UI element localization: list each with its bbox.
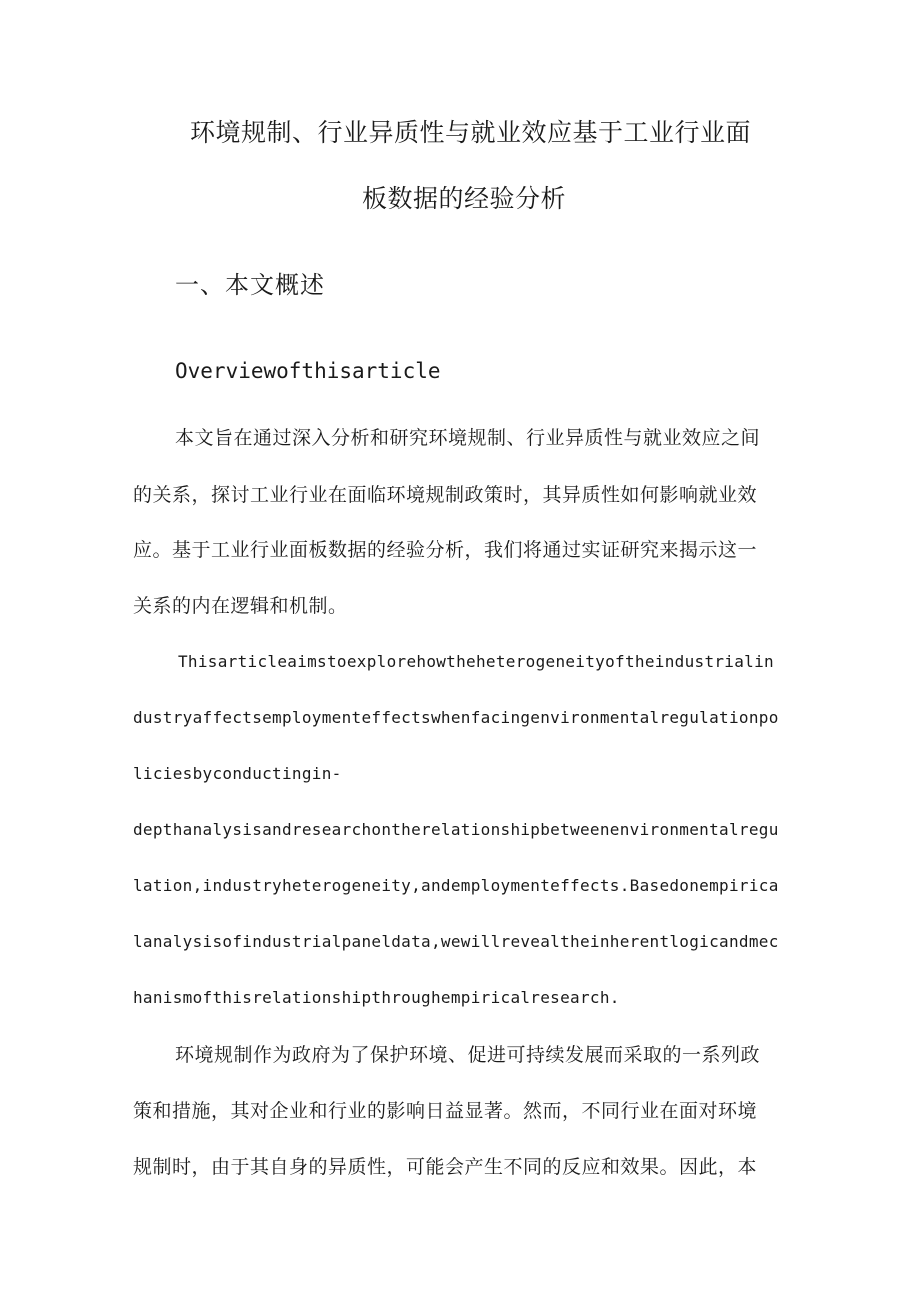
- paragraph-zh-1-line: 的关系，探讨工业行业在面临环境规制政策时，其异质性如何影响就业效: [133, 484, 758, 506]
- document-title-line-2: 板数据的经验分析: [362, 184, 567, 213]
- section-heading: 一、本文概述: [175, 271, 325, 299]
- paragraph-en-line: lanalysisofindustrialpaneldata,wewillrevealtheinherentlogicandmec: [133, 932, 779, 951]
- paragraph-zh-2-line: 策和措施，其对企业和行业的影响日益显著。然而，不同行业在面对环境: [133, 1100, 758, 1122]
- paragraph-en-line: dustryaffectsemploymenteffectswhenfacingenvironmentalregulationpo: [133, 708, 779, 727]
- paragraph-zh-2-line: 规制时，由于其自身的异质性，可能会产生不同的反应和效果。因此，本: [133, 1156, 758, 1178]
- paragraph-zh-1-line: 关系的内在逻辑和机制。: [133, 595, 348, 617]
- paragraph-zh-1-line: 应。基于工业行业面板数据的经验分析，我们将通过实证研究来揭示这一: [133, 539, 758, 561]
- paragraph-en-line: liciesbyconductingin-: [133, 764, 342, 783]
- paragraph-en-line: lation,industryheterogeneity,andemploymenteffects.Basedonempirica: [133, 876, 779, 895]
- document-title-line-1: 环境规制、行业异质性与就业效应基于工业行业面: [190, 118, 752, 147]
- paragraph-en-line: Thisarticleaimstoexplorehowtheheterogeneityoftheindustrialin: [178, 652, 774, 671]
- english-section-heading: Overviewofthisarticle: [175, 359, 441, 383]
- paragraph-zh-2-line: 环境规制作为政府为了保护环境、促进可持续发展而采取的一系列政: [175, 1044, 761, 1066]
- paragraph-zh-1-line: 本文旨在通过深入分析和研究环境规制、行业异质性与就业效应之间: [175, 427, 761, 449]
- paragraph-en-line: depthanalysisandresearchontherelationshipbetweenenvironmentalregu: [133, 820, 779, 839]
- paragraph-en-line: hanismofthisrelationshipthroughempiricalresearch.: [133, 988, 620, 1007]
